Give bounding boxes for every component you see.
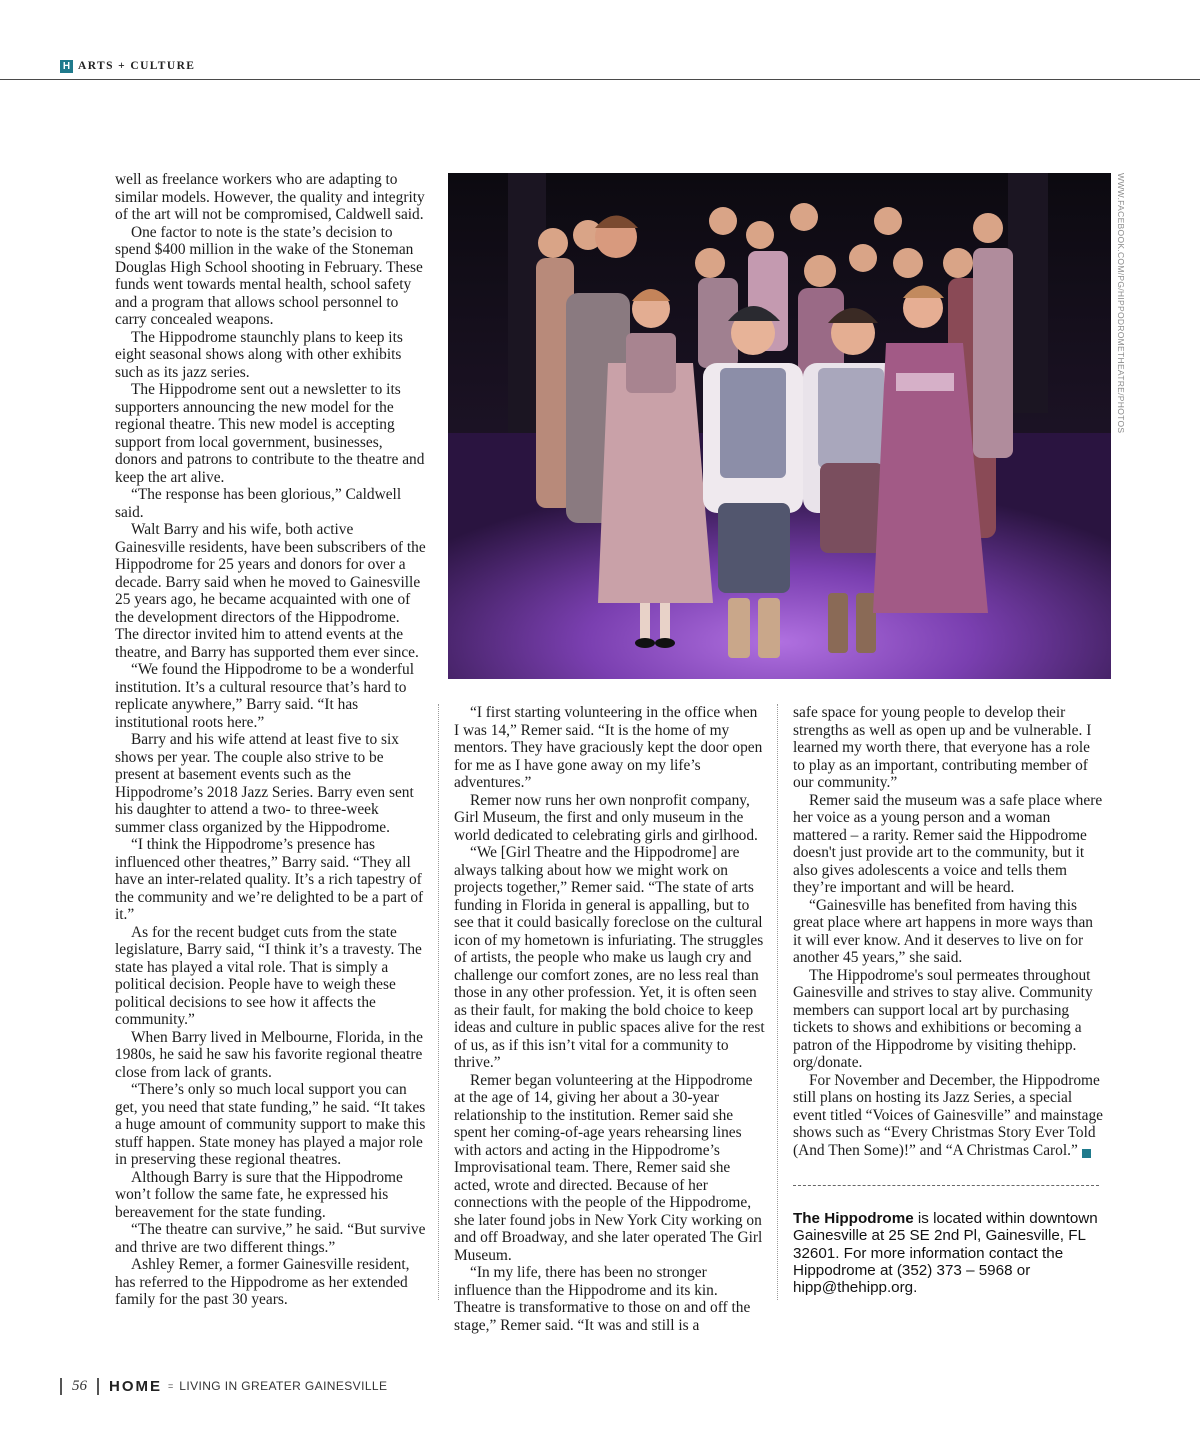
paragraph: Remer now runs her own nonprofit company, Girl Museum, the first and only museum in the world dedicated to celebrating girls and girlhood.	[454, 791, 758, 844]
page-footer	[60, 1376, 387, 1396]
info-divider	[793, 1185, 1099, 1186]
venue-name: The Hippodrome	[793, 1210, 914, 1227]
paragraph: The Hippodrome staunchly plans to keep its eight seasonal shows along with other exhibits such as its jazz series.	[115, 328, 403, 381]
paragraph: “The theatre can survive,” he said. “But survive and thrive are two different things.”	[115, 1221, 426, 1256]
article-column-1	[115, 171, 427, 1309]
paragraph: The Hippodrome's soul permeates throughout Gainesville and strives to stay alive. Community members can support local art by purchasing tickets to shows and exhibitions or becoming a patron of the Hippodrome by visiting thehipp. org/donate.	[793, 966, 1093, 1071]
paragraph: Barry and his wife attend at least five to six shows per year. The couple also strive to be present at basement events such as the Hippodrome’s 2018 Jazz Series. Barry even sent his daughter to attend a two- to three-week summer class organized by the Hippodrome.	[115, 731, 414, 836]
paragraph: “There’s only so much local support you can get, you need that state funding,” he said. “It takes a huge amount of community support to make this stuff happen. State money has played a major role in preserving these regional theatres.	[115, 1081, 426, 1168]
article-column-3	[793, 704, 1103, 1159]
section-header	[60, 58, 195, 74]
paragraph: Ashley Remer, a former Gainesville resident, has referred to the Hippodrome as her extended family for the past 30 years.	[115, 1256, 410, 1308]
paragraph: “I think the Hippodrome’s presence has influenced other theatres,” Barry said. “They all have an inter-related quality. It’s a rich tapestry of the community and we’re delighted to be a part of it.”	[115, 836, 424, 923]
end-of-article-icon: H	[1082, 1149, 1091, 1158]
paragraph: As for the recent budget cuts from the state legislature, Barry said, “I think it’s a travesty. The state has played a vital role. That is simply a political decision. People have to weigh these political decisions to see how it affects the community.”	[115, 923, 422, 1028]
column-divider	[438, 704, 439, 1300]
section-label: ARTS + CULTURE	[78, 60, 196, 72]
venue-info-box	[793, 1210, 1113, 1296]
paragraph: When Barry lived in Melbourne, Florida, in the 1980s, he said he saw his favorite regional theatre close from lack of grants.	[115, 1028, 423, 1081]
paragraph: well as freelance workers who are adapting to similar models. However, the quality and integrity of the art will not be compromised, Caldwell said.	[115, 171, 425, 223]
paragraph: Walt Barry and his wife, both active Gainesville residents, have been subscribers of the Hippodrome for 25 years and donors for over a decade. Barry said when he moved to Gainesville 25 years ago, he became acquainted with one of the development directors of the Hippodrome. The director invited him to attend events at the theatre, and Barry has supported them ever since.	[115, 521, 426, 661]
paragraph: “We [Girl Theatre and the Hippodrome] are always talking about how we might work on projects together,” Remer said. “The state of arts funding in Florida in general is appalling, but to see that it could basically foreclose on the cultural icon of my hometown is infuriating. The struggles of artists, the people who make us laugh cry and challenge our comfort zones, are no less real than those in any other profession. Yet, it is often seen as their fault, for making the bold choice to keep ideas and culture in public spaces alive for the rest of us, as if this isn’t vital for a community to thrive.”	[454, 844, 765, 1071]
paragraph: “The response has been glorious,” Caldwell said.	[115, 486, 402, 521]
article-column-2	[454, 704, 766, 1334]
cast-photo	[448, 173, 1111, 679]
paragraph: safe space for young people to develop their strengths as well as open up and be vulnerable. I learned my worth there, that everyone has a role to play as an important, contributing member of our community.”	[793, 704, 1092, 791]
paragraph: Although Barry is sure that the Hippodrome won’t follow the same fate, he expressed his bereavement for the state funding.	[115, 1168, 403, 1221]
magazine-name: HOME	[109, 1377, 162, 1395]
magazine-tagline: LIVING IN GREATER GAINESVILLE	[179, 1379, 388, 1393]
paragraph: One factor to note is the state’s decision to spend $400 million in the wake of the Stoneman Douglas High School shooting in February. These funds went towards mental health, school safety and a program that allows school personnel to carry concealed weapons.	[115, 223, 423, 328]
paragraph-text: For November and December, the Hippodrome still plans on hosting its Jazz Series, a special event titled “Voices of Gainesville” and mainstage shows such as “Every Christmas Story Ever Told (And Then Some)!” and “A Christmas Carol.”	[793, 1071, 1103, 1159]
paragraph: The Hippodrome sent out a newsletter to its supporters announcing the new model for the regional theatre. This new model is accepting support from local government, businesses, donors and patrons to contribute to the theatre and keep the art alive.	[115, 381, 425, 486]
paragraph: Remer said the museum was a safe place where her voice as a young person and a woman mattered – a rarity. Remer said the Hippodrome doesn't just provide art to the community, but it also gives adolescents a voice and tells them they’re important and will be heard.	[793, 791, 1103, 896]
magazine-logo-icon: H	[60, 60, 73, 73]
page-number: 56	[72, 1377, 87, 1394]
paragraph: “Gainesville has benefited from having this great place where art happens in more ways than it will ever know. And it deserves to live on for another 45 years,” she said.	[793, 896, 1093, 966]
footer-bar	[97, 1378, 99, 1395]
paragraph: “In my life, there has been no stronger influence than the Hippodrome and its kin. Theatre is transformative to those on and off the stage,” Remer said. “It was and still is a	[454, 1264, 751, 1334]
paragraph: Remer began volunteering at the Hippodrome at the age of 14, giving her about a 30-year relationship to the institution. Remer said she spent her coming-of-age years rehearsing lines with actors and acting in the Hippodrome’s Improvisational team. There, Remer said she acted, wrote and directed. Because of her connections with the people of the Hippodrome, she later found jobs in New York City working on and off Broadway, and she later operated The Girl Museum.	[454, 1071, 763, 1264]
paragraph: “We found the Hippodrome to be a wonderful institution. It’s a cultural resource that’s hard to replicate anywhere,” Barry said. “It has institutional roots here.”	[115, 661, 414, 731]
paragraph	[793, 1072, 1103, 1160]
photo-credit: WWW.FACEBOOK.COM/PG/HIPPODROMETHEATRE/PHOTOS	[1116, 173, 1126, 434]
footer-separator: =	[168, 1381, 174, 1391]
footer-bar	[60, 1378, 62, 1395]
column-divider	[777, 704, 778, 1300]
venue-details: is located within downtown Gainesville at 25 SE 2nd Pl, Gainesville, FL 32601. For more information contact the Hippodrome at (352) 373 – 5968 or hipp@thehipp.org.	[793, 1210, 1098, 1297]
paragraph: “I first starting volunteering in the office when I was 14,” Remer said. “It is the home of my mentors. They have graciously kept the door open for me as I have gone away on my life’s adventures.”	[454, 704, 763, 791]
header-divider	[0, 79, 1200, 80]
